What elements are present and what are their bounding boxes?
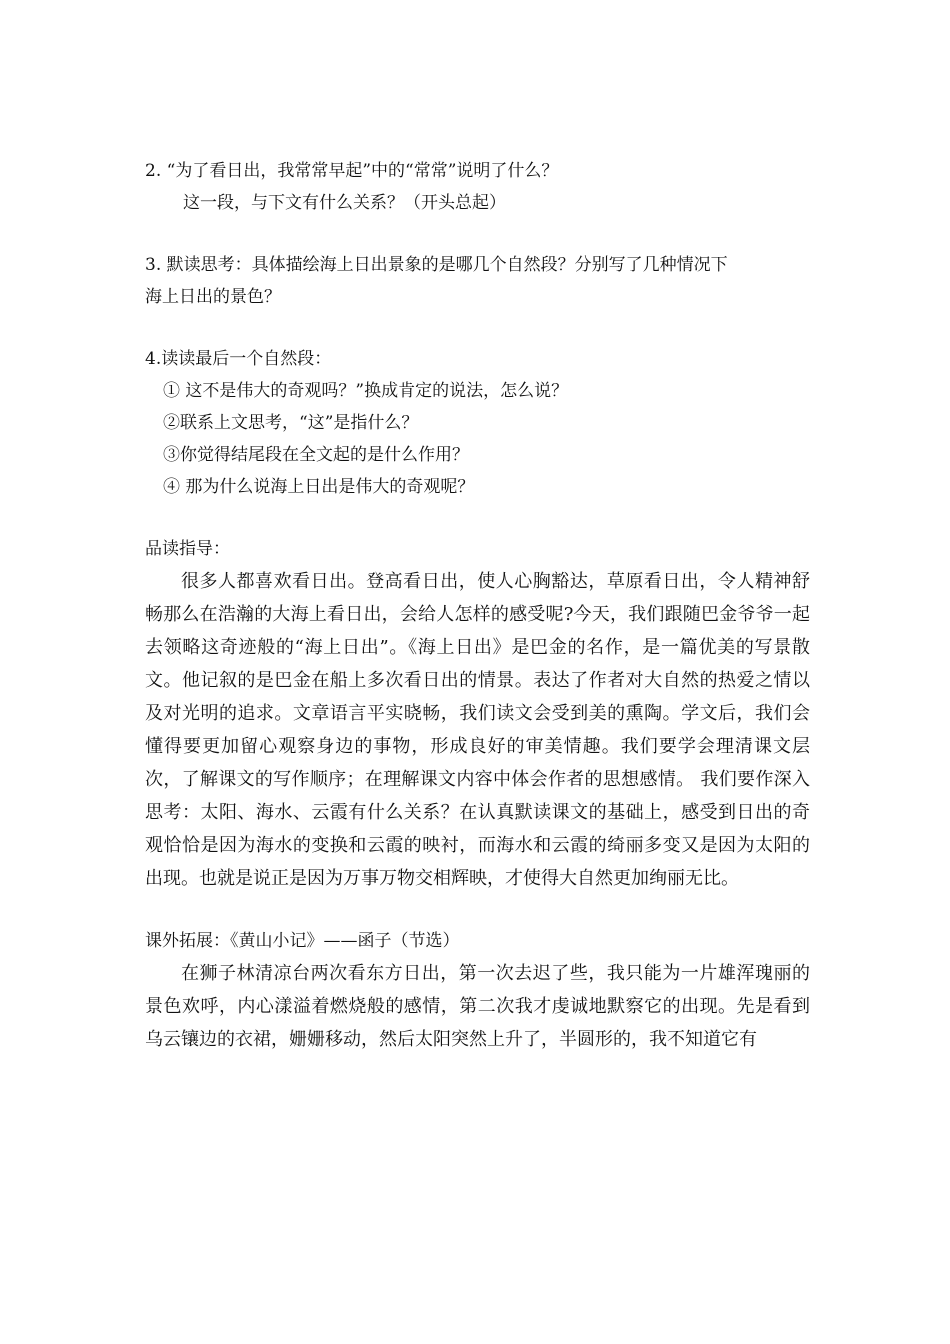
question-2-line-2: 这一段，与下文有什么关系？（开头总起） [183, 193, 506, 213]
question-4-item-2: ②联系上文思考，“这”是指什么？ [163, 413, 419, 433]
question-3-line-1: 3. 默读思考：具体描绘海上日出景象的是哪几个自然段？分别写了几种情况下 [145, 255, 728, 275]
question-4-item-3: ③你觉得结尾段在全文起的是什么作用？ [163, 445, 469, 465]
question-4-heading: 4.读读最后一个自然段： [145, 349, 332, 369]
document-body [145, 155, 810, 1056]
reading-guide-heading: 品读指导： [145, 539, 230, 559]
question-4-item-4: ④ 那为什么说海上日出是伟大的奇观呢？ [163, 477, 475, 497]
question-4-item-1: ① 这不是伟大的奇观吗？”换成肯定的说法，怎么说？ [163, 381, 569, 401]
reading-guide-paragraph: 很多人都喜欢看日出。登高看日出，使人心胸豁达，草原看日出，令人精神舒畅那么在浩瀚的大海上看日出，会给人怎样的感受呢?今天，我们跟随巴金爷爷一起去领略这奇迹般的“海上日出”。《海上日出》是巴金的名作，是一篇优美的写景散文。他记叙的是巴金在船上多次看日出的情景。表达了作者对大自然的热爱之情以及对光明的追求。文章语言平实晓畅，我们读文会受到美的熏陶。学文后，我们会懂得要更加留心观察身边的事物，形成良好的审美情趣。我们要学会理清课文层次，了解课文的写作顺序；在理解课文内容中体会作者的思想感情。 我们要作深入思考：太阳、海水、云霞有什么关系？在认真默读课文的基础上，感受到日出的奇观恰恰是因为海水的变换和云霞的映衬，而海水和云霞的绮丽多变又是因为太阳的出现。也就是说正是因为万事万物交相辉映，才使得大自然更加绚丽无比。 [145, 571, 810, 889]
extension-heading: 课外拓展：《黄山小记》——函子（节选） [145, 931, 460, 951]
extension-paragraph: 在狮子林清凉台两次看东方日出，第一次去迟了些，我只能为一片雄浑瑰丽的景色欢呼，内心漾溢着燃烧般的感情，第二次我才虔诚地默察它的出现。先是看到乌云镶边的衣裙，姗姗移动，然后太阳突然上升了，半圆形的，我不知道它有 [145, 963, 810, 1050]
question-2-line-1: 2. “为了看日出，我常常早起”中的“常常”说明了什么？ [145, 161, 559, 181]
question-3-line-2: 海上日出的景色？ [145, 287, 281, 307]
